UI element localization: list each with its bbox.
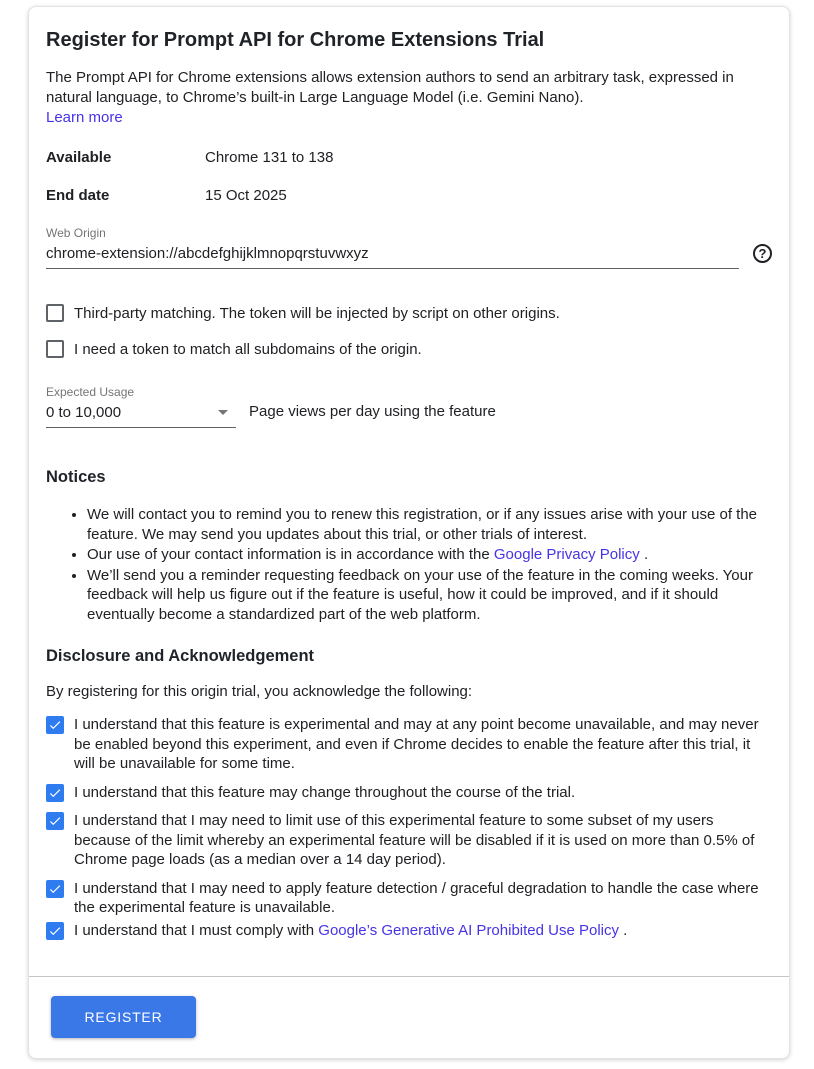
acknowledgement-list — [46, 715, 772, 940]
page-title: Register for Prompt API for Chrome Extensions Trial — [46, 29, 545, 51]
check-icon — [48, 924, 62, 938]
ack-label: I understand that this feature is experimental and may at any point become unavailable, and may never be enabled beyond this experiment, and even if Chrome decides to enable the feature after this trial, it will be unavailable for some time. — [74, 716, 759, 772]
check-icon — [48, 814, 62, 828]
third-party-label: Third-party matching. The token will be injected by script on other origins. — [74, 305, 560, 322]
ack-item — [46, 879, 772, 918]
help-icon[interactable]: ? — [753, 244, 772, 263]
web-origin-input[interactable] — [46, 243, 739, 268]
third-party-checkbox[interactable] — [46, 304, 64, 322]
third-party-option — [46, 304, 772, 323]
notice-item: • We’ll send you a reminder requesting feedback on your use of the feature in the coming weeks. Your feedback will help us figure out if the feature is useful, how it could be improved, and if it should eventually become a standardized part of the web platform. — [87, 566, 772, 625]
trial-description: The Prompt API for Chrome extensions allows extension authors to send an arbitrary task, expressed in natural language, to Chrome’s built-in Large Language Model (i.e. Gemini Nano). — [46, 69, 734, 106]
end-date-value: 15 Oct 2025 — [205, 187, 287, 204]
card-footer — [29, 976, 789, 1058]
expected-usage-field — [46, 385, 772, 428]
expected-usage-select[interactable] — [46, 402, 236, 428]
ack-label: I understand that I may need to limit use of this experimental feature to some subset of my users because of the limit whereby an experimental feature will be disabled if it is used on more than 0.5% of Chrome page loads (as a median over a 14 day period). — [74, 812, 755, 868]
chevron-down-icon — [218, 410, 228, 415]
ack-checkbox-1[interactable] — [46, 716, 64, 734]
ack-checkbox-3[interactable] — [46, 812, 64, 830]
ack-label: I understand that I must comply with Google’s Generative AI Prohibited Use Policy . — [74, 921, 628, 939]
check-icon — [48, 786, 62, 800]
available-value: Chrome 131 to 138 — [205, 149, 334, 166]
subdomains-option — [46, 340, 772, 359]
available-label: Available — [46, 149, 112, 166]
web-origin-field — [46, 226, 772, 269]
learn-more-link[interactable]: Learn more — [46, 109, 123, 126]
ack-label: I understand that I may need to apply feature detection / graceful degradation to handle the case where the experimental feature is unavailable. — [74, 879, 759, 916]
check-icon — [48, 882, 62, 896]
notice-item: • We will contact you to remind you to renew this registration, or if any issues arise with your use of the feature. We may send you updates about this trial, or other trials of interest. — [87, 505, 772, 544]
notices-heading: Notices — [46, 468, 106, 486]
ack-item — [46, 921, 772, 941]
prohibited-use-policy-link[interactable]: Google’s Generative AI Prohibited Use Policy — [318, 921, 619, 939]
register-button[interactable]: REGISTER — [51, 996, 196, 1038]
available-row — [46, 149, 772, 166]
ack-checkbox-4[interactable] — [46, 880, 64, 898]
notice-item: • Our use of your contact information is in accordance with the Google Privacy Policy . — [87, 545, 772, 565]
notices-list — [46, 505, 772, 624]
end-date-row — [46, 187, 772, 204]
expected-usage-label: Expected Usage — [46, 385, 135, 399]
expected-usage-value: 0 to 10,000 — [46, 404, 122, 421]
subdomains-checkbox[interactable] — [46, 340, 64, 358]
ack-label: I understand that this feature may change throughout the course of the trial. — [74, 783, 576, 801]
ack-item — [46, 783, 772, 803]
privacy-policy-link[interactable]: Google Privacy Policy — [493, 546, 640, 563]
web-origin-label: Web Origin — [46, 226, 106, 240]
ack-checkbox-2[interactable] — [46, 784, 64, 802]
subdomains-label: I need a token to match all subdomains of the origin. — [74, 341, 422, 358]
usage-hint: Page views per day using the feature — [249, 403, 496, 420]
ack-item — [46, 715, 772, 774]
end-date-label: End date — [46, 187, 110, 204]
ack-checkbox-5[interactable] — [46, 922, 64, 940]
ack-item — [46, 811, 772, 870]
disclosure-intro: By registering for this origin trial, you acknowledge the following: — [46, 683, 473, 700]
disclosure-heading: Disclosure and Acknowledgement — [46, 647, 315, 665]
registration-card — [28, 6, 790, 1059]
check-icon — [48, 718, 62, 732]
